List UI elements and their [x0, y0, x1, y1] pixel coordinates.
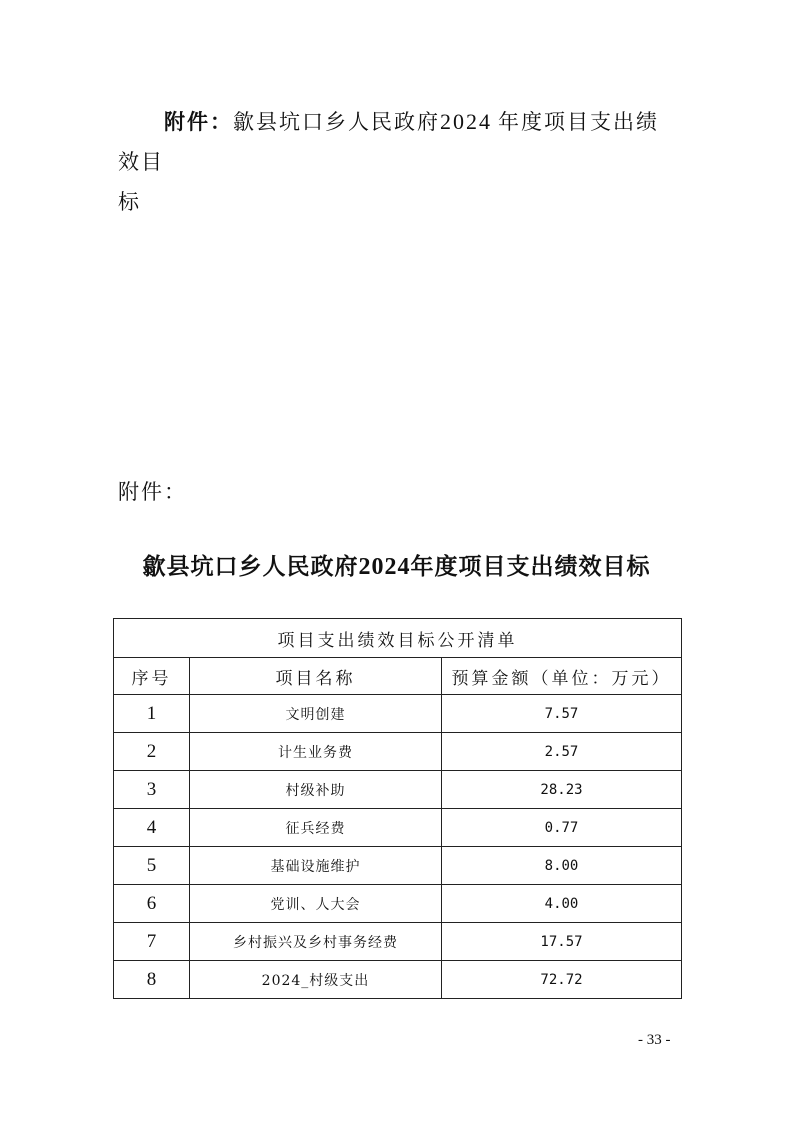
- header-seq: 序号: [114, 658, 190, 695]
- header-name: 项目名称: [190, 658, 442, 695]
- attachment-note-year: 2024: [440, 109, 492, 134]
- row-seq: 6: [114, 885, 190, 923]
- page-number: - 33 -: [638, 1032, 671, 1048]
- performance-table: [113, 618, 682, 999]
- table-caption: 项目支出绩效目标公开清单: [114, 619, 682, 658]
- row-name: 基础设施维护: [190, 847, 442, 885]
- row-name: 征兵经费: [190, 809, 442, 847]
- document-title-part2: 年度项目支出绩效目标: [410, 553, 651, 580]
- table-row: [114, 733, 682, 771]
- table-row: [114, 923, 682, 961]
- row-name: 村级补助: [190, 771, 442, 809]
- row-seq: 4: [114, 809, 190, 847]
- attachment-note-text: 歙县坑口乡人民政府: [233, 110, 440, 134]
- table-header-row: [114, 658, 682, 695]
- row-seq: 2: [114, 733, 190, 771]
- table-row: [114, 809, 682, 847]
- row-amount: 2.57: [442, 733, 682, 771]
- row-amount: 0.77: [442, 809, 682, 847]
- row-seq: 1: [114, 695, 190, 733]
- row-seq: 8: [114, 961, 190, 999]
- row-name: 乡村振兴及乡村事务经费: [190, 923, 442, 961]
- row-name: 党训、人大会: [190, 885, 442, 923]
- row-amount: 4.00: [442, 885, 682, 923]
- attachment-note-text-cont: 年度项目支出绩效目: [118, 110, 659, 174]
- row-amount: 72.72: [442, 961, 682, 999]
- row-name: 2024_村级支出: [190, 961, 442, 999]
- table-row: [114, 771, 682, 809]
- document-title-part1: 歙县坑口乡人民政府: [142, 553, 359, 580]
- row-seq: 3: [114, 771, 190, 809]
- row-name: 计生业务费: [190, 733, 442, 771]
- row-name: 文明创建: [190, 695, 442, 733]
- attachment-label: 附件：: [118, 480, 187, 504]
- attachment-note-wrap: 标: [118, 190, 141, 214]
- table-row: [114, 885, 682, 923]
- table-row: [114, 847, 682, 885]
- row-amount: 8.00: [442, 847, 682, 885]
- row-amount: 7.57: [442, 695, 682, 733]
- row-seq: 7: [114, 923, 190, 961]
- table-caption-row: [114, 619, 682, 658]
- row-amount: 28.23: [442, 771, 682, 809]
- header-amount: 预算金额（单位：万元）: [442, 658, 682, 695]
- document-title: [0, 548, 793, 581]
- document-title-year: 2024: [358, 554, 411, 580]
- row-seq: 5: [114, 847, 190, 885]
- table-row: [114, 695, 682, 733]
- attachment-note-label: 附件：: [164, 109, 233, 134]
- attachment-note: [118, 102, 678, 222]
- table-row: [114, 961, 682, 999]
- row-amount: 17.57: [442, 923, 682, 961]
